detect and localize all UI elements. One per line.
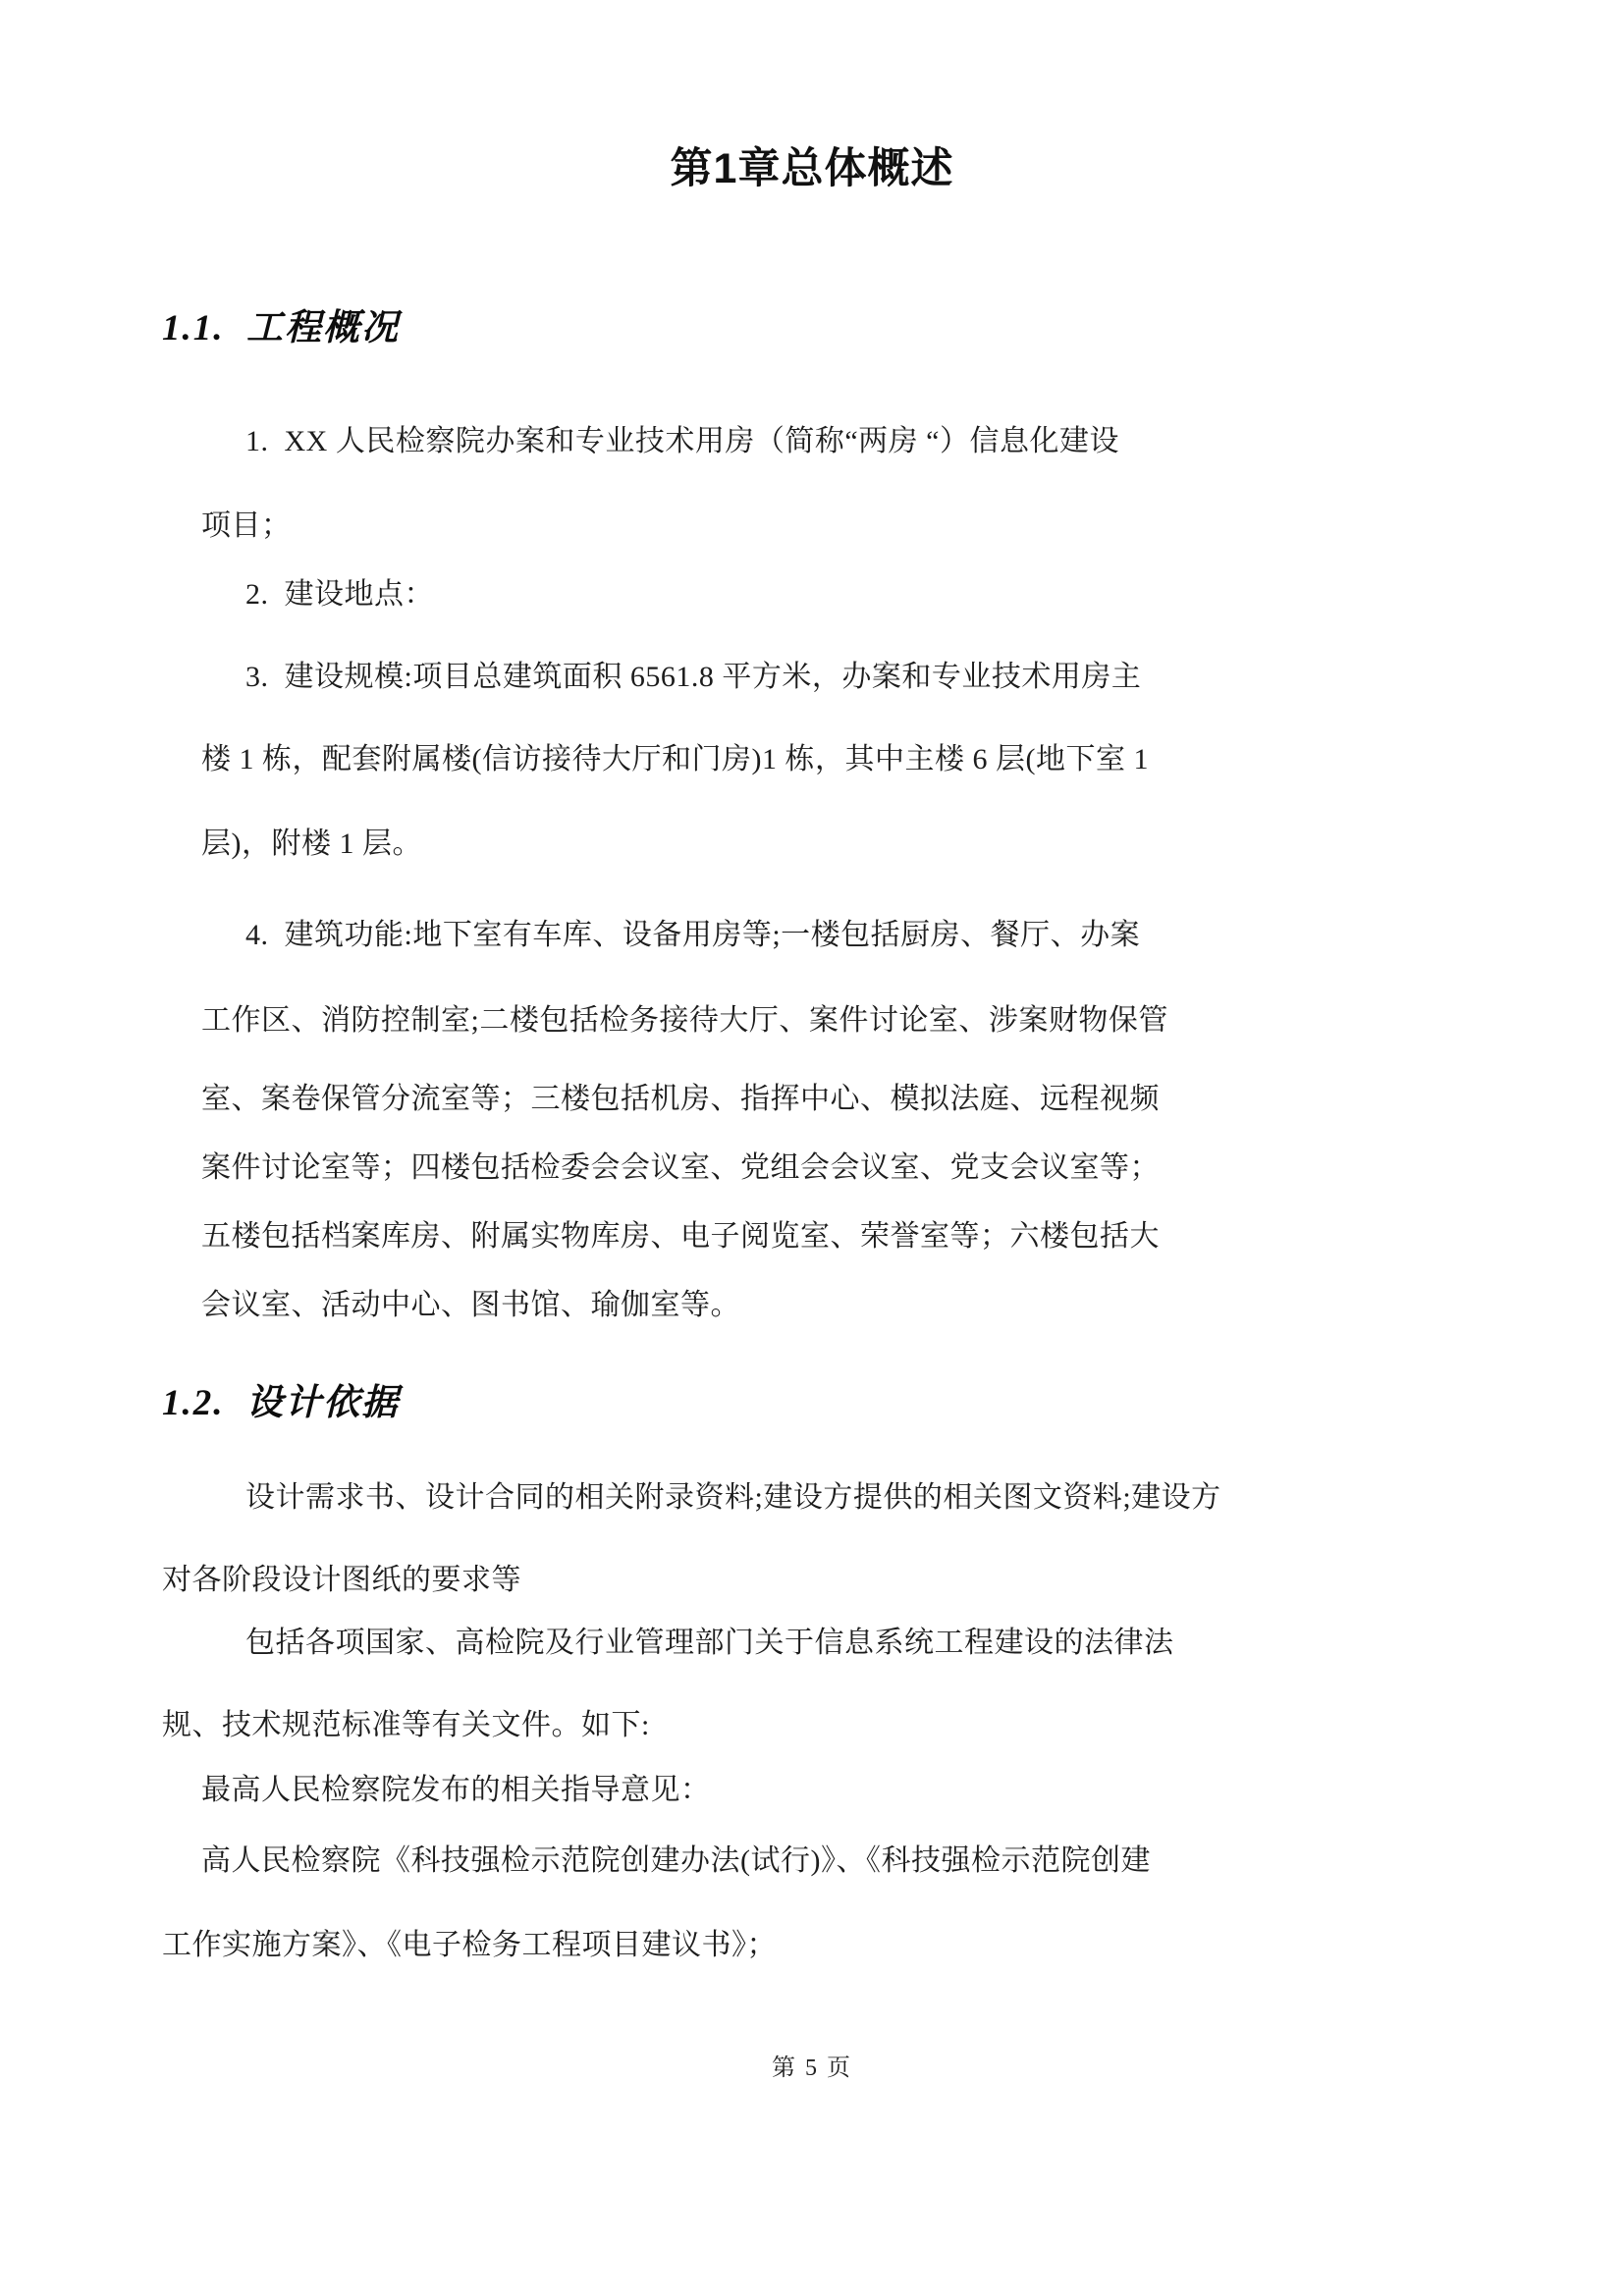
body-line: 1. XX 人民检察院办案和专业技术用房（简称“两房 “）信息化建设 [245, 425, 1119, 457]
body-line: 高人民检察院《科技强检示范院创建办法(试行)》、《科技强检示范院创建 [201, 1844, 1151, 1877]
chapter-title: 第1章总体概述 [670, 145, 954, 192]
body-line: 工作实施方案》、《电子检务工程项目建议书》； [162, 1929, 777, 1961]
section-heading-1-2: 1.2. 设计依据 [162, 1383, 400, 1423]
body-line: 五楼包括档案库房、附属实物库房、电子阅览室、荣誉室等；六楼包括大 [201, 1220, 1160, 1253]
section-heading-1-1: 1.1. 工程概况 [162, 308, 400, 348]
body-line: 规、技术规范标准等有关文件。如下: [162, 1709, 650, 1741]
body-line: 设计需求书、设计合同的相关附录资料;建设方提供的相关图文资料;建设方 [245, 1481, 1221, 1514]
body-line: 楼 1 栋，配套附属楼(信访接待大厅和门房)1 栋，其中主楼 6 层(地下室 1 [201, 743, 1149, 775]
body-line: 对各阶段设计图纸的要求等 [162, 1564, 521, 1596]
body-line: 2. 建设地点： [245, 578, 434, 611]
body-line: 室、案卷保管分流室等；三楼包括机房、指挥中心、模拟法庭、远程视频 [201, 1083, 1160, 1115]
body-line: 层)，附楼 1 层。 [201, 828, 422, 860]
body-line: 最高人民检察院发布的相关指导意见： [201, 1774, 711, 1806]
body-line: 工作区、消防控制室;二楼包括检务接待大厅、案件讨论室、涉案财物保管 [201, 1004, 1168, 1037]
body-line: 3. 建设规模:项目总建筑面积 6561.8 平方米，办案和专业技术用房主 [245, 661, 1142, 693]
body-line: 项目； [201, 509, 292, 542]
page-number: 第 5 页 [772, 2056, 852, 2081]
body-line: 案件讨论室等；四楼包括检委会会议室、党组会会议室、党支会议室等； [201, 1151, 1160, 1184]
body-line: 4. 建筑功能:地下室有车库、设备用房等;一楼包括厨房、餐厅、办案 [245, 919, 1141, 951]
body-line: 包括各项国家、高检院及行业管理部门关于信息系统工程建设的法律法 [245, 1627, 1174, 1659]
body-line: 会议室、活动中心、图书馆、瑜伽室等。 [201, 1289, 740, 1321]
